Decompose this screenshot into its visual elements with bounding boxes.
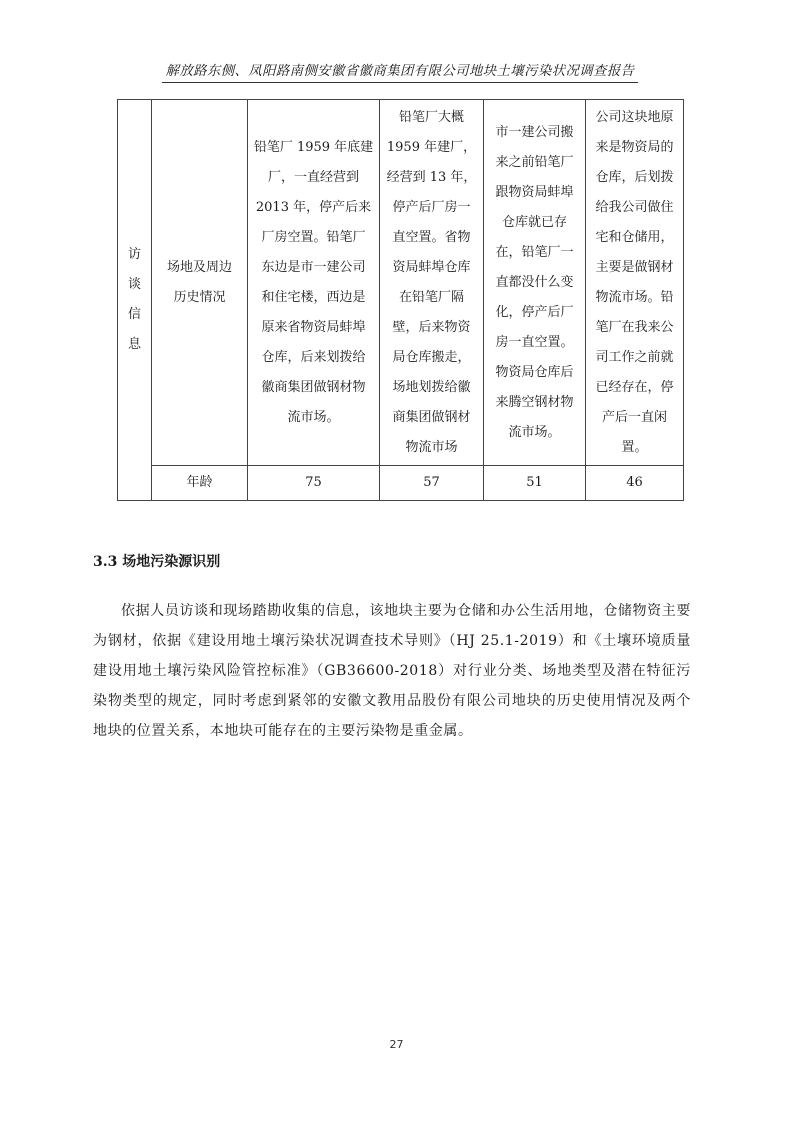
group-label-char: 息 xyxy=(127,337,141,352)
row-label-history: 场地及周边 历史情况 xyxy=(152,100,248,466)
table-cell: 公司这块地原 来是物资局的 仓库，后划拨 给我公司做住 宅和仓储用， 主要是做钢材 物流市场。铅 笔厂在我来公 司工作之前就 已经存在，停 产后一直闲 置。 xyxy=(586,100,684,466)
group-label-char: 信 xyxy=(127,307,141,322)
group-label-char: 访 xyxy=(127,247,141,262)
row-label-age: 年龄 xyxy=(152,466,248,501)
table-row-history xyxy=(118,100,684,466)
page-number: 27 xyxy=(389,1038,404,1051)
table-cell: 75 xyxy=(248,466,380,501)
table-cell: 57 xyxy=(380,466,484,501)
interview-info-group-label xyxy=(118,100,152,501)
section-title: 3.3 场地污染源识别 xyxy=(93,554,221,570)
group-label-char: 谈 xyxy=(127,277,141,292)
table-row-age xyxy=(118,466,684,501)
interview-table xyxy=(117,99,684,501)
table-cell: 铅笔厂 1959 年底建 厂，一直经营到 2013 年，停产后来 厂房空置。铅笔厂 东边是市一建公司 和住宅楼，西边是 原来省物资局蚌埠 仓库，后来划拨给 徽商集团做钢材物 流市场。 xyxy=(248,100,380,466)
table-cell: 铅笔厂大概 1959 年建厂， 经营到 13 年， 停产后厂房一 直空置。省物 资局蚌埠仓库 在铅笔厂隔 壁，后来物资 局仓库搬走， 场地划拨给徽 商集团做钢材 物流市场 xyxy=(380,100,484,466)
table-cell: 46 xyxy=(586,466,684,501)
table-cell: 51 xyxy=(484,466,586,501)
section-paragraph: 依据人员访谈和现场踏勘收集的信息，该地块主要为仓储和办公生活用地，仓储物资主要为钢材，依据《建设用地土壤污染状况调查技术导则》（HJ 25.1-2019）和《土壤环境质量 建设用地土壤污染风险管控标准》（GB36600-2018）对行业分类、场地类型及潜在特征污染物类型的规定，同时考虑到紧邻的安徽文教用品股份有限公司地块的历史使用情况及两个地块的位置关系，本地块可能存在的主要污染物是重金属。 xyxy=(93,603,691,739)
table-cell: 市一建公司搬 来之前铅笔厂 跟物资局蚌埠 仓库就已存 在，铅笔厂一 直都没什么变 化，停产后厂 房一直空置。 物资局仓库后 来腾空钢材物 流市场。 xyxy=(484,100,586,466)
document-header: 解放路东侧、凤阳路南侧安徽省徽商集团有限公司地块土壤污染状况调查报告 xyxy=(162,60,638,83)
